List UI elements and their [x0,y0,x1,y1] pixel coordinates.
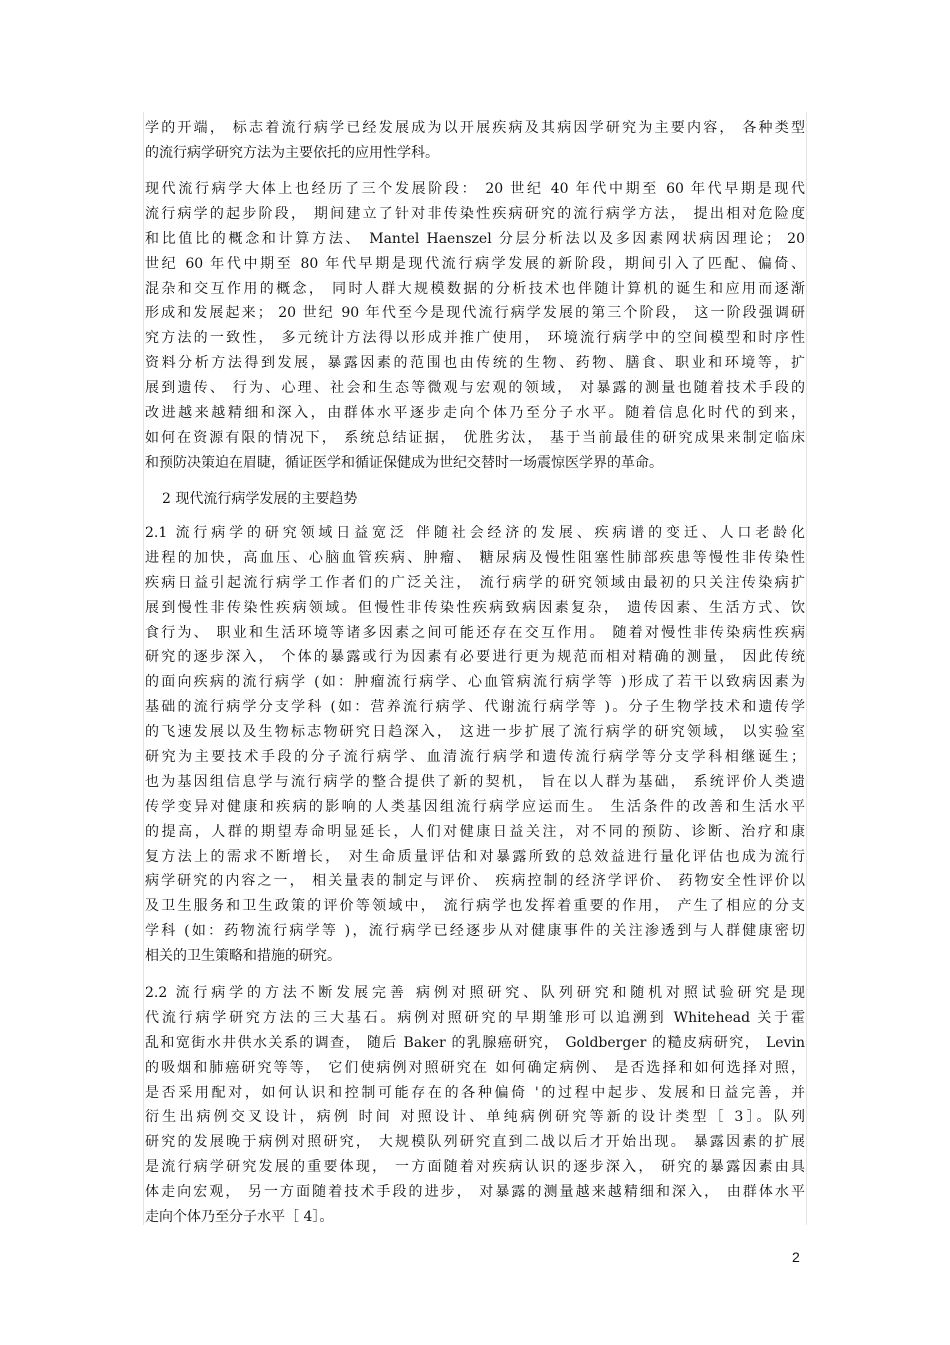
text-line: 是流行病学研究发展的重要体现， 一方面随着对疾病认识的逐步深入， 研究的暴露因素由具 [145,1159,805,1176]
paragraph-development-stages [145,177,805,476]
text-line: 走向个体乃至分子水平［ 4］。 [145,1209,334,1226]
section-heading: 2 现代流行病学发展的主要趋势 [162,491,358,507]
text-line: 研究的发展晚于病例对照研究， 大规模队列研究直到二战以后才开始出现。 暴露因素的扩展 [145,1134,805,1151]
text-line: 的吸烟和肺癌研究等等， 它们使病例对照研究在 如何确定病例、 是否选择和如何选择对照， [145,1059,805,1076]
text-line: 病学研究的内容之一， 相关量表的制定与评价、 疾病控制的经济学评价、 药物安全性评价以 [145,873,805,890]
text-line: 流行病学的起步阶段， 期间建立了针对非传染性疾病研究的流行病学方法， 提出相对危险度 [145,205,805,222]
text-line: 基础的流行病学分支学科 (如：营养流行病学、代谢流行病学等 )。分子生物学技术和遗传学 [145,699,805,716]
text-line: 展到遗传、 行为、心理、社会和生态等微观与宏观的领域， 对暴露的测量也随着技术手段的 [145,380,805,397]
text-line: 混杂和交互作用的概念， 同时人群大规模数据的分析技术也伴随计算机的诞生和应用而逐渐 [145,280,805,297]
paragraph-methods [145,981,805,1230]
text-line: 现代流行病学大体上也经历了三个发展阶段： 20 世纪 40 年代中期至 60 年代早期是现代 [145,181,805,197]
text-line: 展到慢性非传染性疾病领域。但慢性非传染性疾病致病因素复杂， 遗传因素、生活方式、饮 [145,599,805,616]
text-line: 的飞速发展以及生物标志物研究日趋深入， 这进一步扩展了流行病学的研究领域， 以实验室 [145,724,805,741]
paragraph-research-scope [145,521,805,969]
text-line: 是否采用配对，如何认识和控制可能存在的各种偏倚 '的过程中起步、发展和日益完善，并 [145,1084,805,1101]
text-line: 世纪 60 年代中期至 80 年代早期是现代流行病学发展的新阶段，期间引入了匹配、偏倚、 [145,255,805,272]
text-line: 的流行病学研究方法为主要依托的应用性学科。 [145,144,439,161]
text-line: 和比值比的概念和计算方法、 Mantel Haenszel 分层分析法以及多因素网状病因理论； 20 [145,230,805,247]
text-line: 研究为主要技术手段的分子流行病学、血清流行病学和遗传流行病学等分支学科相继诞生； [145,749,805,766]
page-number: 2 [792,1249,800,1265]
text-line: 食行为、 职业和生活环境等诸多因素之间可能还存在交互作用。 随着对慢性非传染病性疾病 [145,624,805,641]
text-line: 相关的卫生策略和措施的研究。 [145,948,341,965]
text-line: 的提高，人群的期望寿命明显延长，人们对健康日益关注，对不同的预防、诊断、治疗和康 [145,823,805,840]
text-line: 进程的加快，高血压、心脑血管疾病、肿瘤、 糖尿病及慢性阻塞性肺部疾患等慢性非传染性 [145,549,805,566]
text-line: 2.2 流行病学的方法不断发展完善 病例对照研究、队列研究和随机对照试验研究是现 [145,985,805,1001]
text-line: 传学变异对健康和疾病的影响的人类基因组流行病学应运而生。 生活条件的改善和生活水平 [145,798,805,815]
text-line: 形成和发展起来； 20 世纪 90 年代至今是现代流行病学发展的第三个阶段， 这一阶段强调研 [145,305,805,322]
paragraph-intro-continuation [145,116,805,166]
text-line: 究方法的一致性， 多元统计方法得以形成并推广使用， 环境流行病学中的空间模型和时序性 [145,330,805,347]
text-line: 及卫生服务和卫生政策的评价等领域中， 流行病学也发挥着重要的作用， 产生了相应的分支 [145,898,805,915]
text-line: 研究的逐步深入， 个体的暴露或行为因素有必要进行更为规范而相对精确的测量， 因此传统 [145,649,805,666]
text-line: 的面向疾病的流行病学 (如：肿瘤流行病学、心血管病流行病学等 )形成了若干以致病因素为 [145,674,805,691]
text-line: 也为基因组信息学与流行病学的整合提供了新的契机， 旨在以人群为基础， 系统评价人类遗 [145,773,805,790]
text-line: 体走向宏观， 另一方面随着技术手段的进步， 对暴露的测量越来越精细和深入， 由群体水平 [145,1184,805,1201]
text-line: 2.1 流行病学的研究领域日益宽泛 伴随社会经济的发展、疾病谱的变迁、人口老龄化 [145,525,805,541]
text-line: 疾病日益引起流行病学工作者们的广泛关注， 流行病学的研究领域由最初的只关注传染病扩 [145,574,805,591]
text-line: 学的开端， 标志着流行病学已经发展成为以开展疾病及其病因学研究为主要内容， 各种类型 [145,120,805,136]
text-line: 资料分析方法得到发展，暴露因素的范围也由传统的生物、药物、膳食、职业和环境等，扩 [145,355,805,372]
text-line: 衍生出病例交叉设计，病例 时间 对照设计、单纯病例研究等新的设计类型［ 3］。队列 [145,1109,805,1126]
text-line: 代流行病学研究方法的三大基石。病例对照研究的早期雏形可以追溯到 Whitehead 关于霍 [145,1009,805,1026]
text-line: 复方法上的需求不断增长， 对生命质量评估和对暴露所致的总效益进行量化评估也成为流行 [145,848,805,865]
text-line: 和预防决策迫在眉睫，循证医学和循证保健成为世纪交替时一场震惊医学界的革命。 [145,454,663,471]
text-line: 如何在资源有限的情况下， 系统总结证据， 优胜劣汰， 基于当前最佳的研究成果来制定临床 [145,429,805,446]
text-line: 乱和宽街水井供水关系的调查， 随后 Baker 的乳腺癌研究， Goldberger 的糙皮病研究， Levin [145,1034,805,1051]
text-line: 改进越来越精细和深入，由群体水平逐步走向个体乃至分子水平。随着信息化时代的到来， [145,405,805,422]
text-line: 学科 (如：药物流行病学等 )，流行病学已经逐步从对健康事件的关注渗透到与人群健康密切 [145,923,805,940]
